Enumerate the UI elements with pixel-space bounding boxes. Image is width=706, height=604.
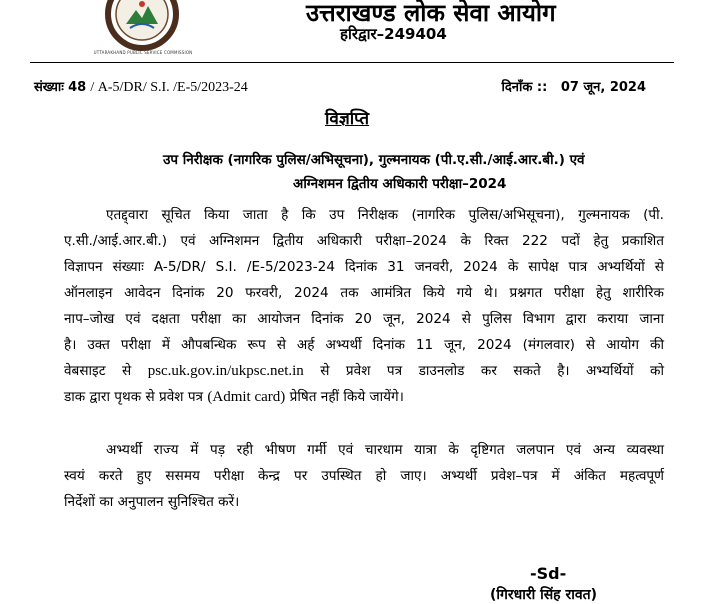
paragraph-line: विज्ञापन संख्याः A-5/DR/ S.I. /E-5/2023-24 दिनांक 31 जनवरी, 2024 के सापेक्ष पात्र अभ्यर्थियों से [64, 259, 664, 275]
paragraph-line: है। उक्त परीक्षा में औपबन्धिक रूप से अर्ह अभ्यर्थी दिनांक 11 जून, 2024 (मंगलवार) से आयोग की [64, 337, 664, 353]
reference-number-value: 48 [68, 80, 87, 95]
logo-caption: UTTARAKHAND PUBLIC SERVICE COMMISSION [93, 50, 193, 55]
paragraph-line: नाप–जोख एवं दक्षता परीक्षा का आयोजन दिनांक 20 जून, 2024 से पुलिस विभाग द्वारा कराया जाना [64, 311, 664, 327]
letterhead [0, 0, 706, 70]
paragraph-line: ए.सी./आई.आर.बी.) एवं अग्निशमन द्वितीय अधिकारी परीक्षा–2024 के रिक्त 222 पदों हेतु प्रकाशित [64, 233, 664, 249]
subject-line-2: अग्निशमन द्वितीय अधिकारी परीक्षा–2024 [293, 176, 507, 192]
reference-code: / A-5/DR/ S.I. /E-5/2023-24 [90, 80, 248, 95]
paragraph-line: ऑनलाइन आवेदन दिनांक 20 फरवरी, 2024 तक आमंत्रित किये गये थे। प्रश्नगत परीक्षा हेतु शारीरिक [64, 285, 664, 301]
reference-label: संख्याः [34, 80, 64, 95]
text-segment: प्रेषित नहीं किये जायेंगे। [285, 389, 404, 405]
paragraph-line-website [64, 358, 664, 384]
date-label: दिनाँक :: [501, 80, 548, 95]
signature-sd: -Sd- [530, 564, 567, 583]
header-divider [30, 62, 674, 63]
date-line [502, 77, 646, 95]
text-segment: से प्रवेश पत्र डाउनलोड कर सकते है। अभ्यर्थियों को [303, 363, 664, 379]
signatory-name: (गिरधारी सिंह रावत) [490, 587, 598, 603]
document-title: विज्ञप्ति [325, 109, 370, 129]
date-value: 07 जून, 2024 [560, 80, 646, 95]
paragraph-line: निर्देशों का अनुपालन सुनिश्चित करें। [64, 494, 240, 510]
organization-address: हरिद्वार–249404 [340, 25, 447, 43]
organization-name: उत्तराखण्ड लोक सेवा आयोग [306, 0, 556, 27]
text-segment: वेबसाइट से [64, 363, 148, 379]
ukpsc-emblem-icon [86, 0, 198, 52]
reference-number [34, 77, 248, 96]
subject [163, 148, 663, 196]
paragraph-line: स्वयं करते हुए ससमय परीक्षा केन्द्र पर उपस्थित हो जाए। अभ्यर्थी प्रवेश–पत्र में अंकित महत्वपूर्ण [64, 468, 664, 484]
paragraph-line-admit-card [64, 384, 664, 410]
paragraph-line: एतद्द्वारा सूचित किया जाता है कि उप निरीक्षक (नागरिक पुलिस/अभिसूचना), गुल्मनायक (पी. [106, 207, 664, 223]
paragraph-line: अभ्यर्थी राज्य में पड़ रही भीषण गर्मी एवं चारधाम यात्रा के दृष्टिगत जलपान एवं अन्य व्यवस्था [106, 442, 664, 458]
notice-paragraph-2 [64, 437, 664, 515]
admit-card-term: (Admit card) [207, 389, 286, 405]
text-segment: डाक द्वारा पृथक से प्रवेश पत्र [64, 389, 208, 405]
notice-paragraph-1 [64, 202, 664, 410]
subject-line-1: उप निरीक्षक (नागरिक पुलिस/अभिसूचना), गुल्मनायक (पी.ए.सी./आई.आर.बी.) एवं [163, 152, 585, 168]
website-url: psc.uk.gov.in/ukpsc.net.in [147, 363, 304, 379]
